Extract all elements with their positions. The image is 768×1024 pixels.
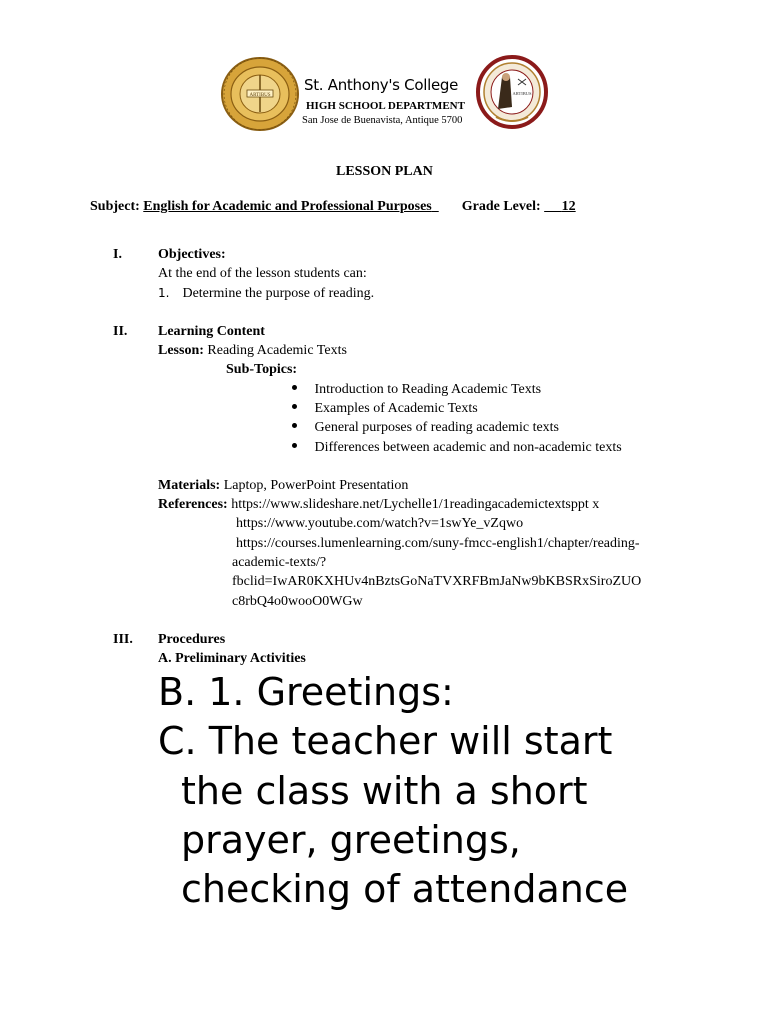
reference-link-continued[interactable]: academic-texts/?: [232, 555, 327, 570]
reference-link[interactable]: https://courses.lumenlearning.com/suny-fmcc-english1/chapter/reading-: [236, 536, 640, 551]
objective-item: 1. Determine the purpose of reading.: [158, 286, 375, 301]
bullet-icon: [292, 443, 297, 448]
objectives-heading: Objectives:: [158, 247, 226, 262]
subject-line: [90, 197, 576, 216]
bullet-icon: [292, 385, 297, 390]
reference-link[interactable]: https://www.youtube.com/watch?v=1swYe_vZqwo: [236, 516, 524, 531]
svg-text:ARTIBUS: ARTIBUS: [512, 91, 532, 96]
procedures-heading: Procedures: [158, 632, 226, 647]
document-title: LESSON PLAN: [336, 164, 433, 179]
section-numeral-procedures: III.: [113, 632, 133, 647]
materials-value: Laptop, PowerPoint Presentation: [223, 478, 409, 493]
section-numeral-content: II.: [113, 324, 128, 339]
subject-label: Subject:: [90, 199, 140, 214]
list-item: Examples of Academic Texts: [292, 399, 478, 418]
reference-link[interactable]: https://www.slideshare.net/Lychelle1/1readingacademictextsppt x: [231, 497, 600, 512]
list-item: Introduction to Reading Academic Texts: [292, 380, 541, 399]
learning-content-heading: Learning Content: [158, 324, 265, 339]
subtopics-label: Sub-Topics:: [226, 362, 298, 377]
department-name: HIGH SCHOOL DEPARTMENT: [306, 100, 465, 112]
bullet-icon: [292, 423, 297, 428]
list-item: General purposes of reading academic texts: [292, 418, 559, 437]
objectives-intro: At the end of the lesson students can:: [158, 266, 367, 281]
grade-level-value: 12: [561, 199, 576, 214]
procedure-text-line: the class with a short: [181, 769, 588, 813]
greetings-line: B. 1. Greetings:: [158, 670, 454, 714]
svg-text:ARTIBUS: ARTIBUS: [249, 93, 271, 98]
section-numeral-objectives: I.: [113, 247, 122, 262]
college-name: St. Anthony's College: [304, 76, 459, 94]
lesson-line: Lesson: Reading Academic Texts: [158, 343, 347, 358]
subject-value: English for Academic and Professional Purposes: [143, 199, 432, 214]
reference-link-continued[interactable]: fbclid=IwAR0KXHUv4nBztsGoNaTVXRFBmJaNw9bKBSRxSiroZUO: [232, 574, 642, 589]
procedure-text-line: checking of attendance: [181, 867, 629, 911]
college-address: San Jose de Buenavista, Antique 5700: [302, 115, 463, 126]
lesson-title: Reading Academic Texts: [207, 343, 347, 358]
bullet-icon: [292, 404, 297, 409]
reference-link-continued[interactable]: c8rbQ4o0wooO0WGw: [232, 594, 363, 609]
list-item: Differences between academic and non-academic texts: [292, 438, 622, 457]
preliminary-activities-heading: A. Preliminary Activities: [158, 651, 306, 666]
grade-level-label: Grade Level:: [461, 199, 541, 214]
college-seal-icon: [220, 56, 300, 132]
procedure-text-line: prayer, greetings,: [181, 818, 521, 862]
school-emblem-icon: [476, 55, 548, 129]
materials-line: Materials: Laptop, PowerPoint Presentation: [158, 478, 409, 493]
procedure-text-line: C. The teacher will start: [158, 719, 613, 763]
references-line: References: https://www.slideshare.net/Lychelle1/1readingacademictextsppt x: [158, 497, 600, 512]
